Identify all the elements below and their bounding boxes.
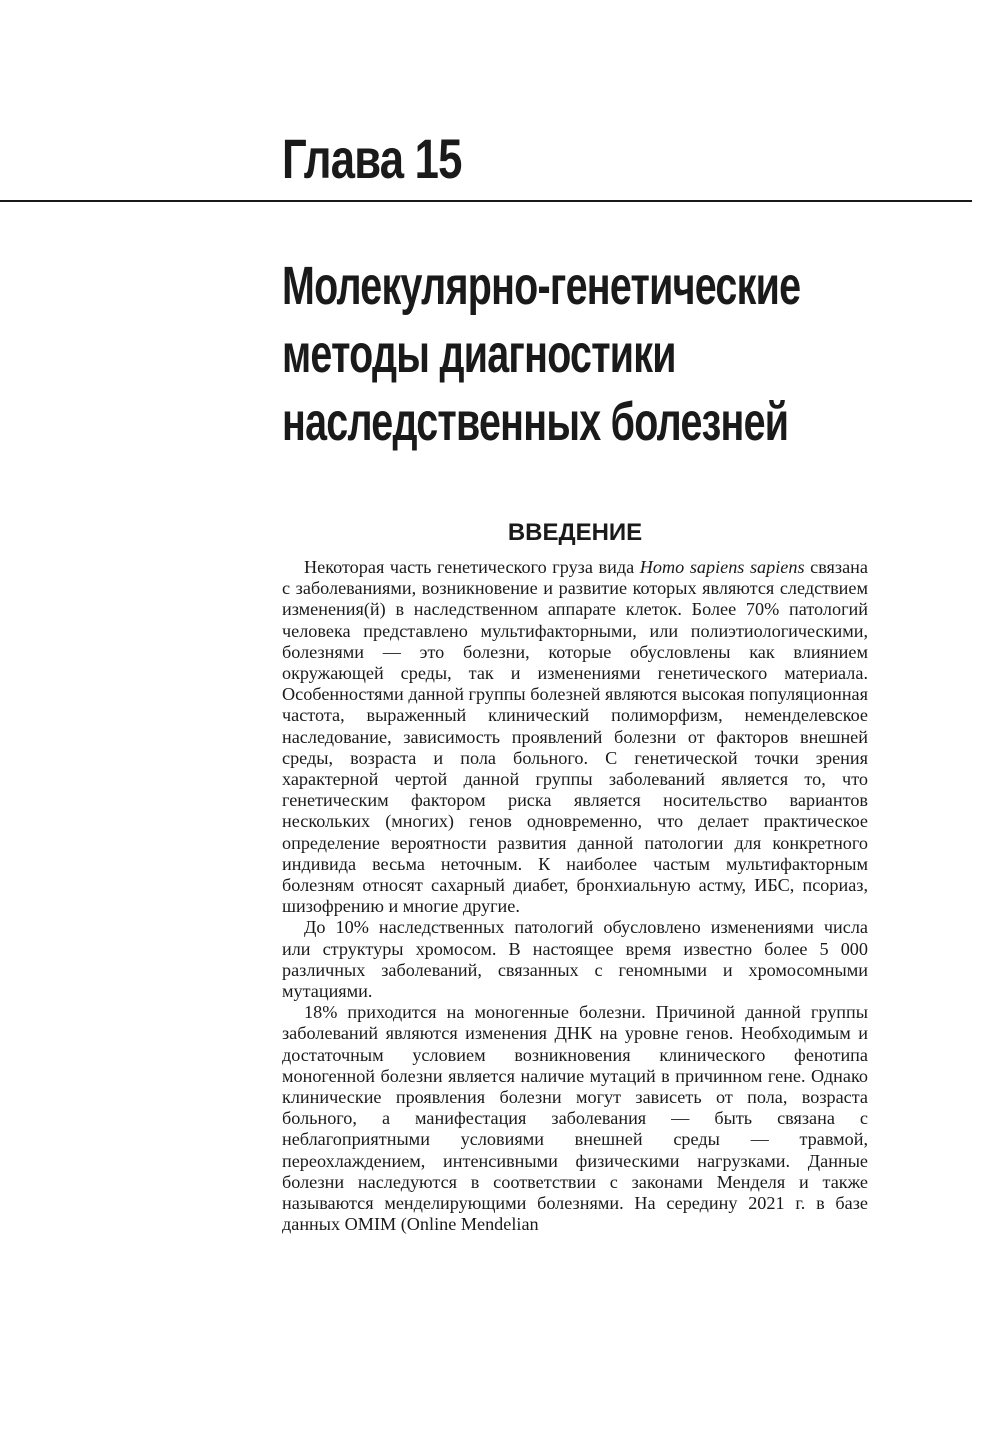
- paragraph: 18% приходится на моногенные болезни. Причиной данной группы заболеваний являются изменения ДНК на уровне генов. Необходимым и достаточным условием возникновения клинического фенотипа моногенной болезни является наличие мутаций в причинном гене. Однако клинические проявления болезни могут зависеть от пола, возраста больного, а манифестация заболевания — быть связана с неблагоприятными условиями внешней среды — травмой, переохлаждением, интенсивными физическими нагрузками. Данные болезни наследуются в соответствии с законами Менделя и также называются менделирующими болезнями. На середину 2021 г. в базе данных OMIM (Online Mendelian: [282, 1002, 868, 1235]
- chapter-title-line: методы диагностики: [282, 324, 676, 384]
- paragraph-text: Некоторая часть генетического груза вида: [304, 557, 640, 577]
- chapter-title-line: наследственных болезней: [282, 392, 789, 452]
- chapter-title: [282, 252, 800, 456]
- chapter-divider: [0, 200, 972, 202]
- body-text: [282, 557, 868, 1236]
- paragraph: До 10% наследственных патологий обусловлено изменениями числа или структуры хромосом. В настоящее время известно более 5 000 различных заболеваний, связанных с геномными и хромосомными мутациями.: [282, 917, 868, 1002]
- species-name: Homo sapiens sapiens: [639, 557, 805, 577]
- section-heading: ВВЕДЕНИЕ: [507, 519, 643, 546]
- chapter-label: Глава 15: [282, 127, 462, 190]
- paragraph-text: связана с заболеваниями, возникновение и развитие которых являются следствием изменения(й) в наследственном аппарате клеток. Более 70% патологий человека представлено мультифакторными, или полиэтиологическими, болезнями — это болезни, которые обусловлены как влиянием окружающей среды, так и изменениями генетического материала. Особенностями данной группы болезней являются высокая популяционная частота, выраженный клинический полиморфизм, неменделевское наследование, зависимость проявлений болезни от факторов внешней среды, возраста и пола больного. С генетической точки зрения характерной чертой данной группы заболеваний является то, что генетическим фактором риска является носительство вариантов нескольких (многих) генов одновременно, что делает практическое определение вероятности развития данной патологии для конкретного индивида весьма неточным. К наиболее частым мультифакторным болезням относят сахарный диабет, бронхиальную астму, ИБС, псориаз, шизофрению и многие другие.: [282, 557, 868, 917]
- paragraph: [282, 557, 868, 917]
- chapter-title-line: Молекулярно-генетические: [282, 256, 801, 316]
